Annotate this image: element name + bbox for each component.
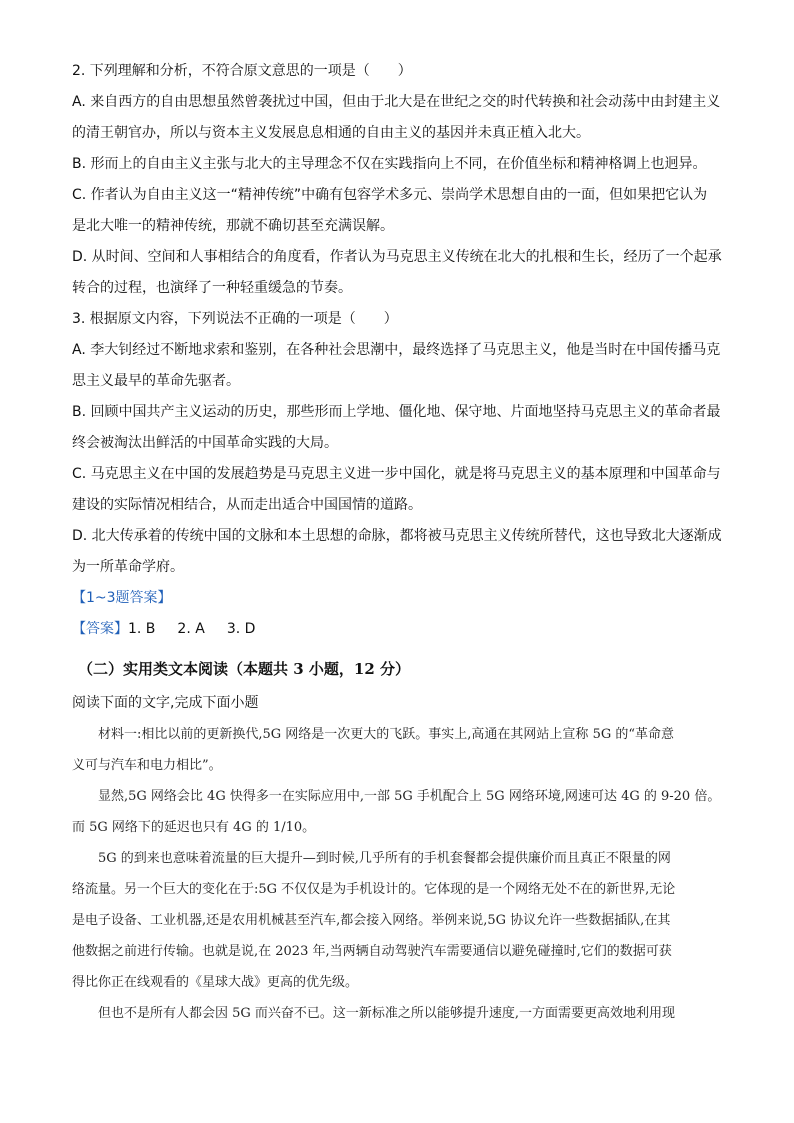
questions-block (72, 56, 728, 645)
section-title: （二）实用类文本阅读（本题共 3 小题，12 分） (78, 660, 410, 678)
answer-item-3: 3. D (226, 621, 256, 637)
question-3-option-c-line-2: 建设的实际情况相结合，从而走出适合中国国情的道路。 (72, 497, 422, 513)
question-3-option-d-line-2: 为一所革命学府。 (72, 559, 184, 575)
question-2-option-a-line-1: A. 来自西方的自由思想虽然曾袭扰过中国，但由于北大是在世纪之交的时代转换和社会动荡中由封建主义 (72, 94, 721, 110)
question-3-option-c-line-1: C. 马克思主义在中国的发展趋势是马克思主义进一步中国化，就是将马克思主义的基本原理和中国革命与 (72, 466, 721, 482)
question-2-stem: 2. 下列理解和分析，不符合原文意思的一项是（ ） (72, 63, 412, 79)
question-3-option-a-line-2: 思主义最早的革命先驱者。 (72, 373, 240, 389)
material-line: 是电子设备、工业机器,还是农用机械甚至汽车,都会接入网络。举例来说,5G 协议允许一些数据插队,在其 (72, 913, 671, 928)
question-3-option-d-line-1: D. 北大传承着的传统中国的文脉和本土思想的命脉，都将被马克思主义传统所替代，这也导致北大逐渐成 (72, 528, 722, 544)
question-2-option-d-line-1: D. 从时间、空间和人事相结合的角度看，作者认为马克思主义传统在北大的扎根和生长，经历了一个起承 (72, 249, 722, 265)
question-2-option-c-line-1: C. 作者认为自由主义这一“精神传统”中确有包容学术多元、崇尚学术思想自由的一面，但如果把它认为 (72, 187, 708, 203)
material-line: 显然,5G 网络会比 4G 快得多一在实际应用中,一部 5G 手机配合上 5G 网络环境,网速可达 4G 的 9-20 倍。 (72, 789, 721, 804)
material-line: 材料一:相比以前的更新换代,5G 网络是一次更大的飞跃。事实上,高通在其网站上宣称 5G 的“革命意 (72, 727, 674, 742)
material-line: 而 5G 网络下的延迟也只有 4G 的 1/10。 (72, 820, 316, 835)
material-line: 得比你正在线观看的《星球大战》更高的优先级。 (72, 975, 359, 990)
question-2-option-d-line-2: 转合的过程，也演绎了一种轻重缓急的节奏。 (72, 280, 352, 296)
material-line: 络流量。另一个巨大的变化在于:5G 不仅仅是为手机设计的。它体现的是一个网络无处不在的新世界,无论 (72, 882, 676, 897)
section-intro: 阅读下面的文字,完成下面小题 (72, 695, 259, 711)
question-2-option-c-line-2: 是北大唯一的精神传统，那就不确切甚至充满误解。 (72, 218, 394, 234)
material-line: 5G 的到来也意味着流量的巨大提升—到时候,几乎所有的手机套餐都会提供廉价而且真正不限量的网 (72, 851, 671, 866)
answer-heading: 【1~3题答案】 (72, 590, 172, 606)
answer-tag: 【答案】 (72, 621, 128, 637)
question-2-option-a-line-2: 的清王朝官办，所以与资本主义发展息息相通的自由主义的基因并未真正植入北大。 (72, 125, 590, 141)
answer-line (72, 614, 728, 645)
answer-item-2: 2. A (177, 621, 205, 637)
material-line: 义可与汽车和电力相比”。 (72, 758, 222, 773)
question-3-option-a-line-1: A. 李大钊经过不断地求索和鉴别，在各种社会思潮中，最终选择了马克思主义，他是当时在中国传播马克 (72, 342, 721, 358)
question-2-option-b-line-1: B. 形而上的自由主义主张与北大的主导理念不仅在实践指向上不同，在价值坐标和精神格调上也迥异。 (72, 156, 707, 172)
material-line: 但也不是所有人都会因 5G 而兴奋不已。这一新标准之所以能够提升速度,一方面需要更高效地利用现 (72, 1006, 676, 1021)
material-text (72, 719, 732, 1029)
question-3-stem: 3. 根据原文内容，下列说法不正确的一项是（ ） (72, 311, 398, 327)
question-3-option-b-line-1: B. 回顾中国共产主义运动的历史，那些形而上学地、僵化地、保守地、片面地坚持马克思主义的革命者最 (72, 404, 721, 420)
material-line: 他数据之前进行传输。也就是说,在 2023 年,当两辆自动驾驶汽车需要通信以避免碰撞时,它们的数据可获 (72, 944, 672, 959)
question-3-option-b-line-2: 终会被淘汰出鲜活的中国革命实践的大局。 (72, 435, 338, 451)
answer-item-1: 1. B (128, 621, 156, 637)
